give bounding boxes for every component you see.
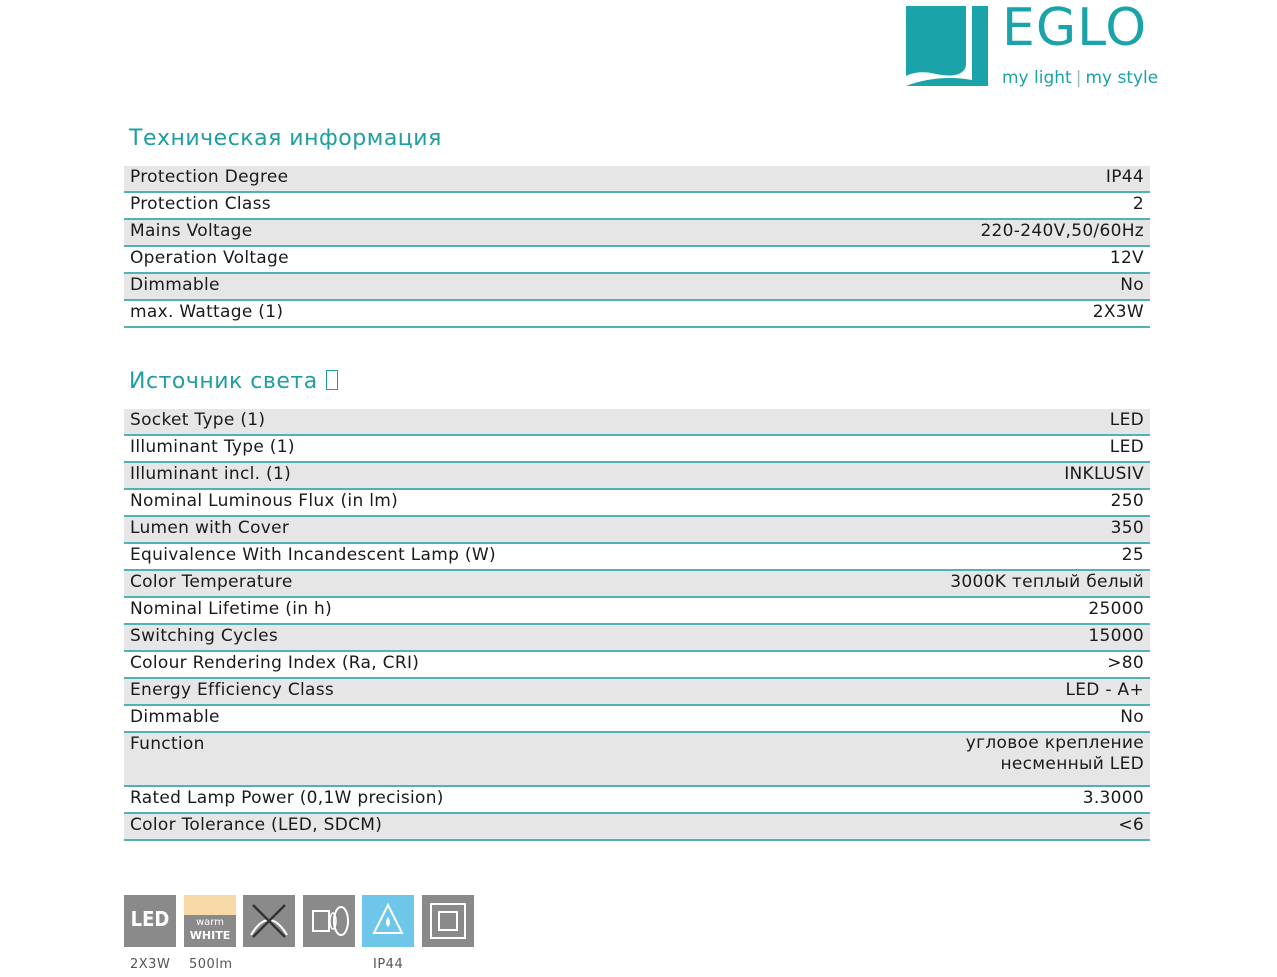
spec-row	[124, 543, 1150, 570]
spec-row	[124, 273, 1150, 300]
warm-white-icon	[184, 895, 236, 947]
spec-value: LED	[1109, 410, 1144, 430]
protection-class-2-icon	[303, 895, 355, 947]
spec-value-cell	[788, 813, 1150, 840]
spec-label: Colour Rendering Index (Ra, CRI)	[124, 651, 788, 678]
spec-row	[124, 705, 1150, 732]
spec-value-cell	[788, 597, 1150, 624]
spec-row	[124, 489, 1150, 516]
spec-row	[124, 813, 1150, 840]
tech-section-title-text: Техническая информация	[129, 126, 442, 151]
warm-icon-caption: 500lm	[189, 957, 233, 972]
spec-label: Dimmable	[124, 273, 630, 300]
spec-value: >80	[1107, 653, 1144, 673]
spec-value: 12V	[1109, 248, 1144, 268]
spec-label: Illuminant Type (1)	[124, 435, 788, 462]
spec-row	[124, 246, 1150, 273]
spec-value-cell	[788, 435, 1150, 462]
spec-label: Nominal Luminous Flux (in lm)	[124, 489, 788, 516]
spec-value-cell	[788, 489, 1150, 516]
spec-row	[124, 732, 1150, 786]
spec-value-cell	[630, 166, 1150, 192]
brand-name: EGLO	[1002, 0, 1148, 58]
not-for-covering-icon	[243, 895, 295, 947]
spec-row	[124, 435, 1150, 462]
spec-label: Color Temperature	[124, 570, 788, 597]
spec-value-cell	[788, 651, 1150, 678]
led-icon	[124, 895, 176, 947]
spec-value-cell	[630, 246, 1150, 273]
spec-value-cell	[630, 273, 1150, 300]
spec-value-cell	[788, 678, 1150, 705]
spec-value: 3.3000	[1082, 788, 1144, 808]
light-section-title	[129, 369, 338, 394]
spec-value-cell	[788, 624, 1150, 651]
ip44-icon	[362, 895, 414, 947]
spec-row	[124, 651, 1150, 678]
spec-value: 15000	[1088, 626, 1144, 646]
spec-value-cell	[788, 705, 1150, 732]
spec-label: Protection Degree	[124, 166, 630, 192]
spec-value: No	[1120, 707, 1144, 727]
warm-icon-top: warm	[196, 917, 224, 928]
spec-value: 2X3W	[1092, 302, 1144, 322]
spec-value: <6	[1118, 815, 1144, 835]
spec-value: 220-240V,50/60Hz	[980, 221, 1144, 241]
warm-icon-bottom: WHITE	[189, 929, 231, 942]
spec-value: 25	[1121, 545, 1144, 565]
spec-value-cell	[788, 570, 1150, 597]
spec-row	[124, 409, 1150, 435]
spec-row	[124, 678, 1150, 705]
spec-label: Socket Type (1)	[124, 409, 788, 435]
light-spec-table	[124, 409, 1150, 841]
spec-label: max. Wattage (1)	[124, 300, 630, 327]
tech-spec-table	[124, 166, 1150, 328]
spec-value-cell	[788, 786, 1150, 813]
spec-value-cell	[788, 462, 1150, 489]
spec-value: LED	[1109, 437, 1144, 457]
spec-row	[124, 786, 1150, 813]
spec-value: 250	[1110, 491, 1144, 511]
spec-value: IP44	[1105, 167, 1144, 187]
spec-label: Mains Voltage	[124, 219, 630, 246]
spec-row	[124, 192, 1150, 219]
spec-label: Lumen with Cover	[124, 516, 788, 543]
spec-row	[124, 462, 1150, 489]
spec-row	[124, 570, 1150, 597]
eglo-mark-icon	[906, 6, 988, 86]
spec-row	[124, 300, 1150, 327]
spec-value: No	[1120, 275, 1144, 295]
spec-row	[124, 624, 1150, 651]
spec-value: LED - A+	[1065, 680, 1144, 700]
light-section-title-text: Источник света	[129, 369, 318, 394]
spec-row	[124, 219, 1150, 246]
missing-glyph-icon	[326, 370, 338, 390]
spec-label: Switching Cycles	[124, 624, 788, 651]
spec-label: Protection Class	[124, 192, 630, 219]
spec-value: 25000	[1088, 599, 1144, 619]
tagline-left: my light	[1002, 68, 1072, 88]
spec-label: Energy Efficiency Class	[124, 678, 788, 705]
spec-label: Nominal Lifetime (in h)	[124, 597, 788, 624]
spec-value: INKLUSIV	[1064, 464, 1144, 484]
spec-label: Function	[124, 732, 788, 786]
spec-value: 2	[1132, 194, 1144, 214]
spec-value-cell	[630, 192, 1150, 219]
brand-logo	[906, 0, 1159, 88]
led-icon-caption: 2X3W	[130, 957, 171, 972]
brand-tagline	[1002, 68, 1158, 88]
spec-value-cell	[788, 543, 1150, 570]
spec-value-cell	[788, 409, 1150, 435]
tagline-separator: |	[1075, 68, 1082, 88]
tech-section-title	[129, 126, 442, 151]
spec-label: Operation Voltage	[124, 246, 630, 273]
spec-value-cell	[788, 516, 1150, 543]
spec-value-cell	[788, 732, 1150, 786]
spec-label: Illuminant incl. (1)	[124, 462, 788, 489]
spec-row	[124, 166, 1150, 192]
spec-row	[124, 516, 1150, 543]
spec-row	[124, 597, 1150, 624]
spec-value: 350	[1110, 518, 1144, 538]
ip44-icon-caption: IP44	[373, 957, 404, 972]
spec-label: Equivalence With Incandescent Lamp (W)	[124, 543, 788, 570]
spec-label: Color Tolerance (LED, SDCM)	[124, 813, 788, 840]
spec-value: 3000K теплый белый	[950, 572, 1144, 592]
spec-label: Rated Lamp Power (0,1W precision)	[124, 786, 788, 813]
spec-value-cell	[630, 300, 1150, 327]
tagline-right: my style	[1085, 68, 1159, 88]
led-icon-text: LED	[130, 907, 170, 931]
spec-value-cell	[630, 219, 1150, 246]
spec-value: угловое крепление несменный LED	[965, 733, 1144, 774]
spec-label: Dimmable	[124, 705, 788, 732]
double-insulation-icon	[422, 895, 474, 947]
